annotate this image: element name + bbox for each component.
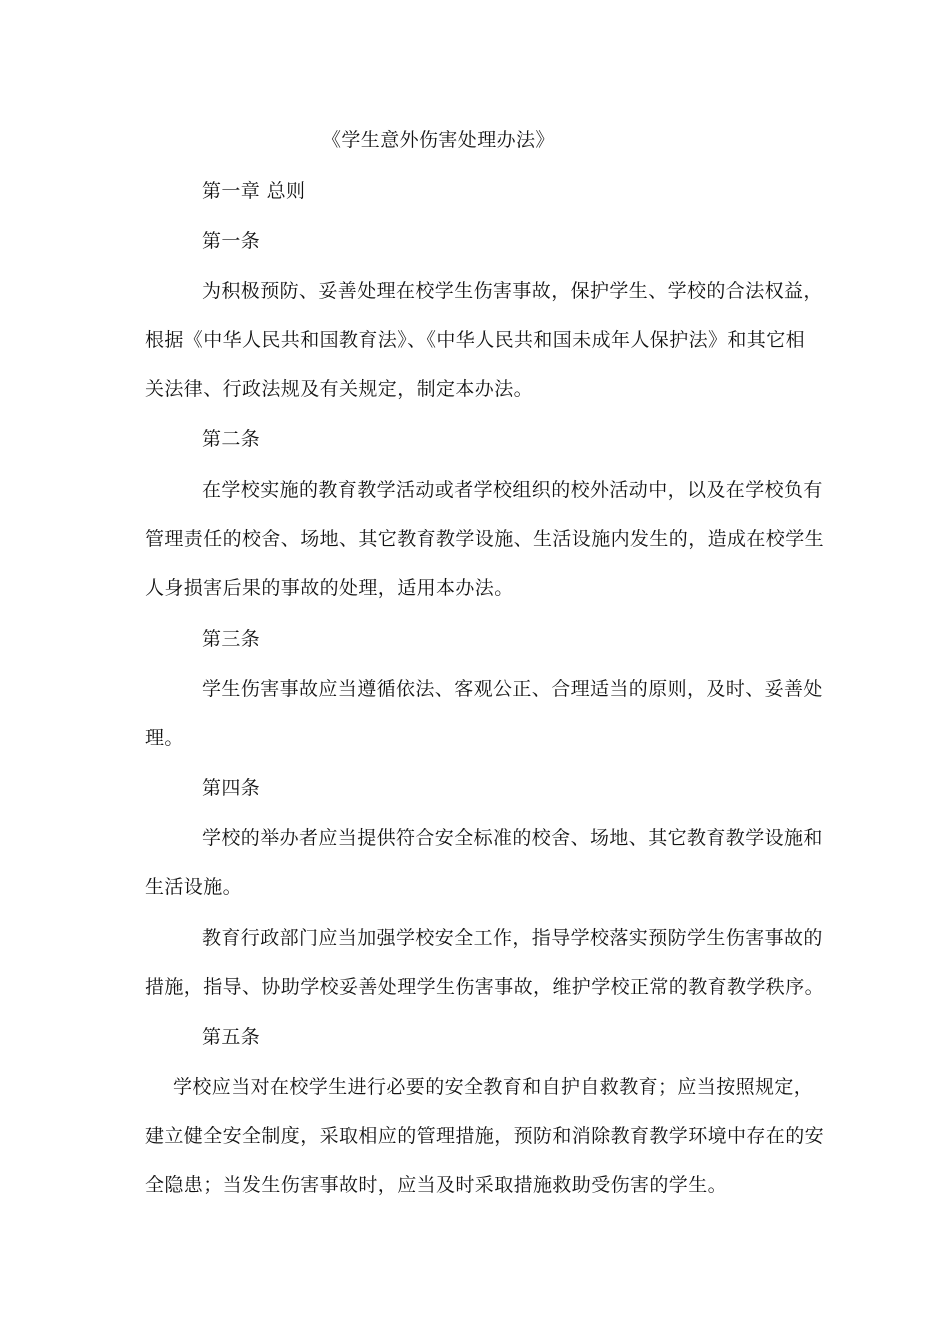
article-5-line-3: 全隐患；当发生伤害事故时，应当及时采取措施救助受伤害的学生。: [145, 1174, 728, 1196]
article-5-line-2: 建立健全安全制度，采取相应的管理措施，预防和消除教育教学环境中存在的安: [145, 1125, 825, 1147]
article-1-heading: 第一条: [202, 230, 261, 252]
article-3-line-1: 学生伤害事故应当遵循依法、客观公正、合理适当的原则，及时、妥善处: [202, 678, 823, 700]
article-2-line-1: 在学校实施的教育教学活动或者学校组织的校外活动中，以及在学校负有: [202, 479, 823, 501]
article-4-heading: 第四条: [202, 777, 261, 799]
article-5-line-1: 学校应当对在校学生进行必要的安全教育和自护自救教育；应当按照规定，: [173, 1076, 814, 1098]
article-3-line-2: 理。: [145, 727, 184, 749]
article-4-p2-line-2: 措施，指导、协助学校妥善处理学生伤害事故，维护学校正常的教育教学秩序。: [145, 976, 825, 998]
article-2-line-2: 管理责任的校舍、场地、其它教育教学设施、生活设施内发生的，造成在校学生: [145, 528, 825, 550]
article-4-p1-line-2: 生活设施。: [145, 876, 243, 898]
article-1-line-2: 根据《中华人民共和国教育法》、《中华人民共和国未成年人保护法》和其它相: [145, 329, 806, 351]
document-title: 《学生意外伤害处理办法》: [322, 129, 555, 151]
article-5-heading: 第五条: [202, 1026, 261, 1048]
chapter-heading: 第一章 总则: [202, 180, 306, 202]
article-1-line-3: 关法律、行政法规及有关规定，制定本办法。: [145, 378, 534, 400]
article-2-heading: 第二条: [202, 428, 261, 450]
article-1-line-1: 为积极预防、妥善处理在校学生伤害事故，保护学生、学校的合法权益，: [202, 280, 823, 302]
article-4-p2-line-1: 教育行政部门应当加强学校安全工作，指导学校落实预防学生伤害事故的: [202, 927, 823, 949]
article-3-heading: 第三条: [202, 628, 261, 650]
article-4-p1-line-1: 学校的举办者应当提供符合安全标准的校舍、场地、其它教育教学设施和: [202, 827, 823, 849]
article-2-line-3: 人身损害后果的事故的处理，适用本办法。: [145, 577, 514, 599]
